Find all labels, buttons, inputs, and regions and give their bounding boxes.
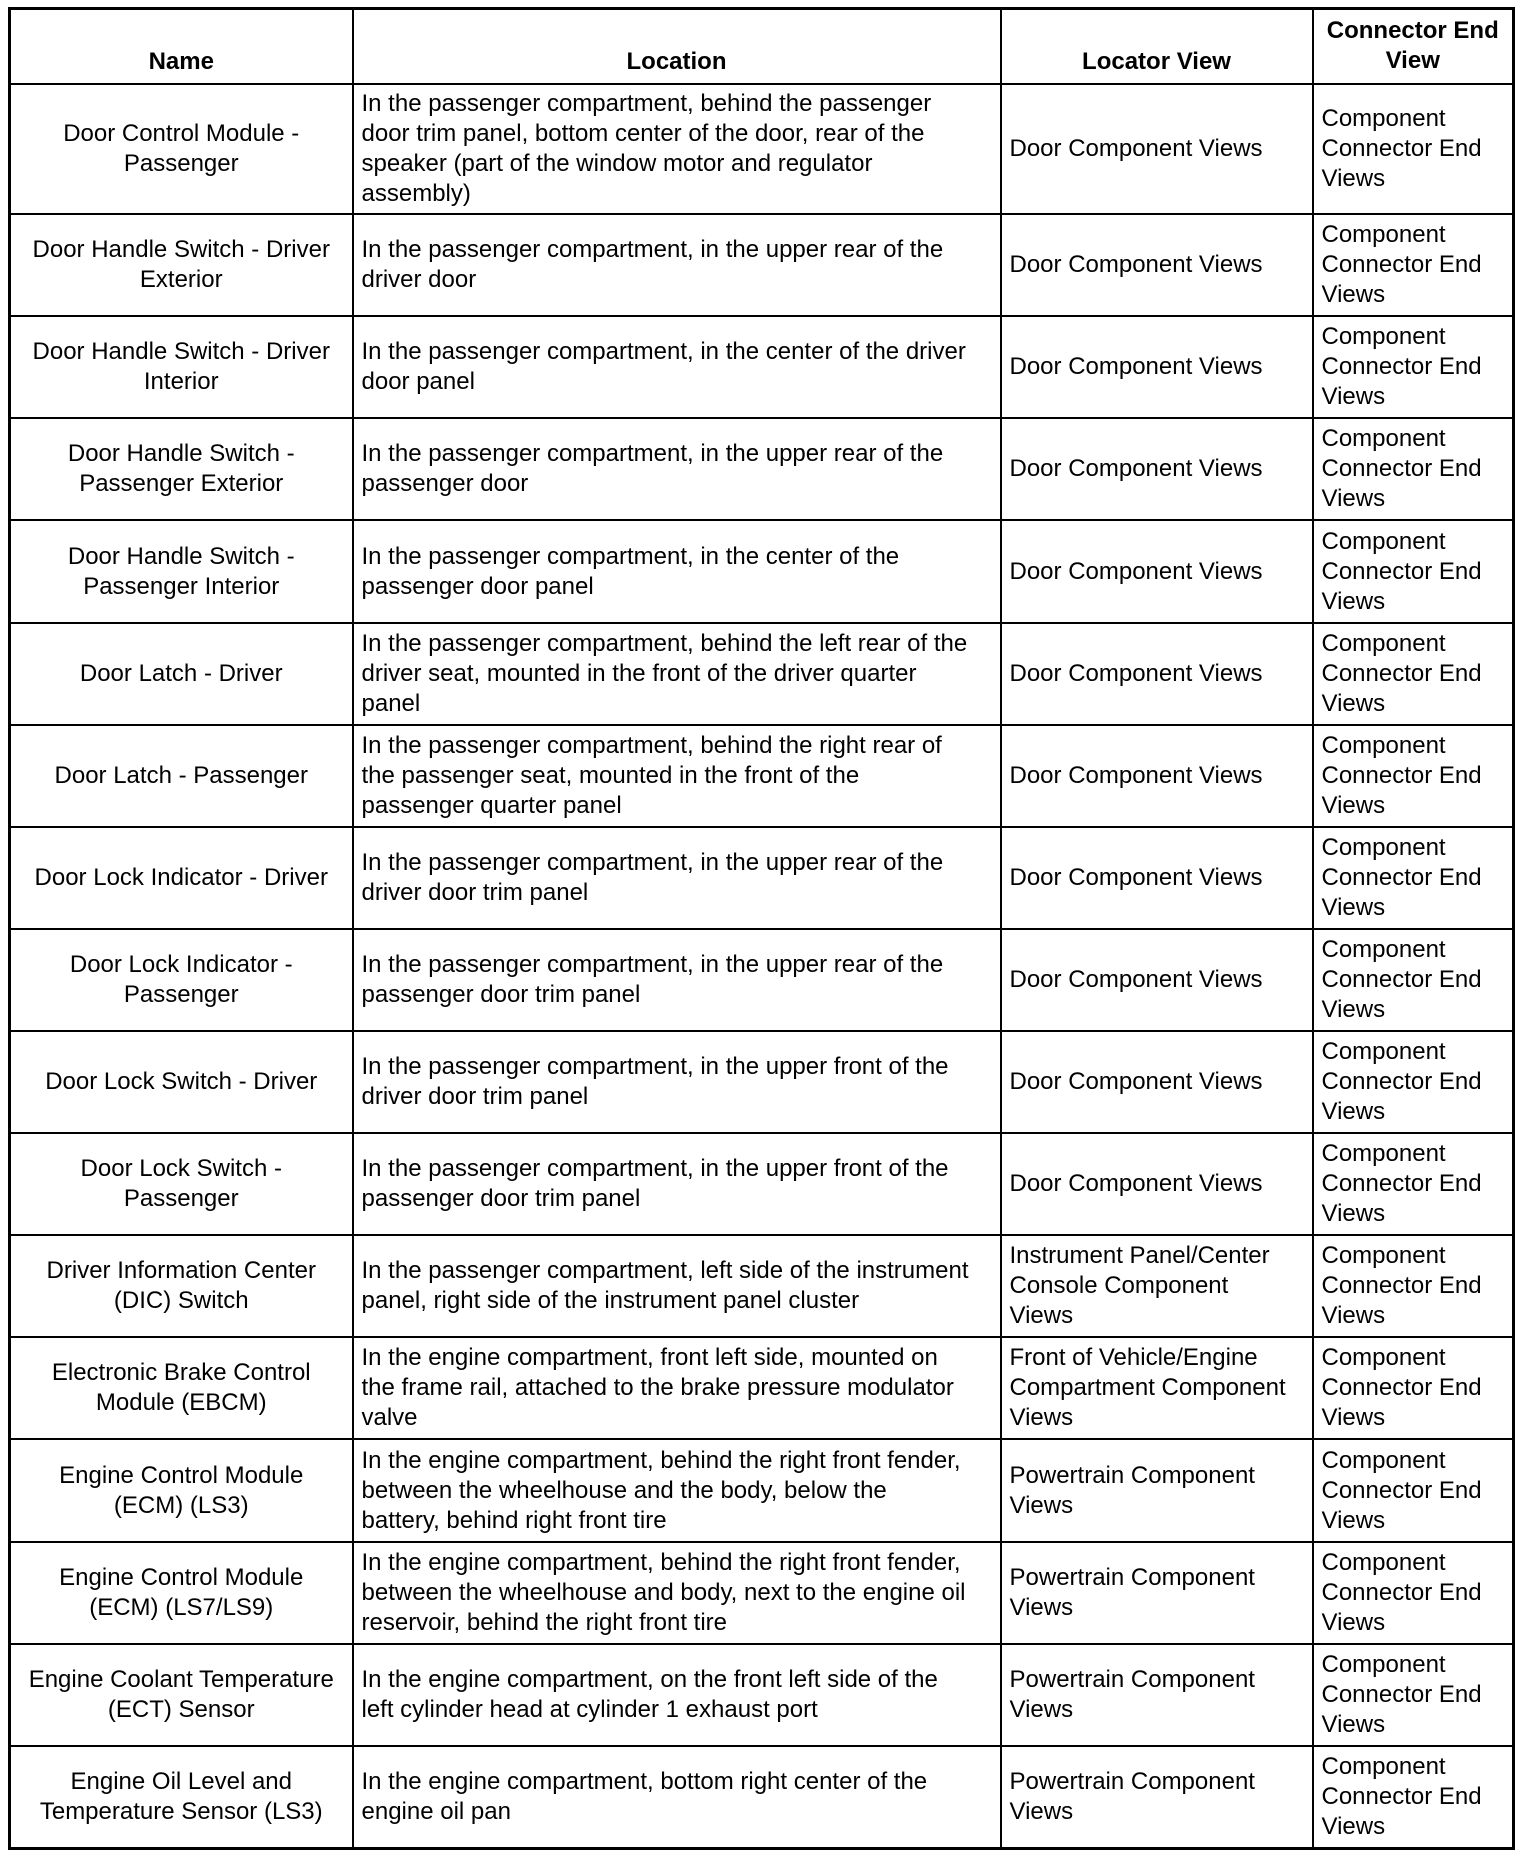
cell-connector-end-view: Component Connector End Views — [1313, 827, 1514, 929]
cell-locator-view: Door Component Views — [1001, 84, 1313, 214]
cell-name: Door Lock Indicator - Driver — [10, 827, 353, 929]
cell-connector-end-view: Component Connector End Views — [1313, 1235, 1514, 1337]
table-body — [10, 84, 1514, 1849]
cell-connector-end-view: Component Connector End Views — [1313, 520, 1514, 622]
cell-name: Engine Control Module (ECM) (LS3) — [10, 1439, 353, 1541]
cell-location: In the engine compartment, behind the right front fender, between the wheelhouse and the body, below the battery, behind right front tire — [353, 1439, 1001, 1541]
table-row — [10, 316, 1514, 418]
cell-location: In the passenger compartment, in the upper front of the passenger door trim panel — [353, 1133, 1001, 1235]
table-row — [10, 520, 1514, 622]
cell-locator-view: Powertrain Component Views — [1001, 1439, 1313, 1541]
table-row — [10, 1542, 1514, 1644]
cell-connector-end-view: Component Connector End Views — [1313, 623, 1514, 725]
cell-connector-end-view: Component Connector End Views — [1313, 929, 1514, 1031]
table-row — [10, 1235, 1514, 1337]
cell-locator-view: Door Component Views — [1001, 725, 1313, 827]
cell-locator-view: Door Component Views — [1001, 1133, 1313, 1235]
cell-connector-end-view: Component Connector End Views — [1313, 84, 1514, 214]
cell-connector-end-view: Component Connector End Views — [1313, 1644, 1514, 1746]
table-row — [10, 84, 1514, 214]
cell-name: Door Control Module - Passenger — [10, 84, 353, 214]
cell-locator-view: Door Component Views — [1001, 418, 1313, 520]
cell-name: Engine Coolant Temperature (ECT) Sensor — [10, 1644, 353, 1746]
cell-locator-view: Instrument Panel/Center Console Component Views — [1001, 1235, 1313, 1337]
cell-name: Door Handle Switch - Driver Exterior — [10, 214, 353, 316]
cell-locator-view: Front of Vehicle/Engine Compartment Component Views — [1001, 1337, 1313, 1439]
cell-name: Engine Oil Level and Temperature Sensor (LS3) — [10, 1746, 353, 1849]
header-connector-end-view: Connector End View — [1313, 9, 1514, 85]
cell-connector-end-view: Component Connector End Views — [1313, 1133, 1514, 1235]
header-row — [10, 9, 1514, 85]
cell-location: In the passenger compartment, in the center of the driver door panel — [353, 316, 1001, 418]
table-row — [10, 418, 1514, 520]
table-row — [10, 1746, 1514, 1849]
cell-name: Door Lock Switch - Driver — [10, 1031, 353, 1133]
cell-locator-view: Door Component Views — [1001, 1031, 1313, 1133]
table-row — [10, 1031, 1514, 1133]
cell-location: In the passenger compartment, behind the passenger door trim panel, bottom center of the door, rear of the speaker (part of the window motor and regulator assembly) — [353, 84, 1001, 214]
cell-connector-end-view: Component Connector End Views — [1313, 418, 1514, 520]
cell-name: Door Handle Switch - Passenger Interior — [10, 520, 353, 622]
cell-location: In the passenger compartment, behind the left rear of the driver seat, mounted in the front of the driver quarter panel — [353, 623, 1001, 725]
table-row — [10, 1644, 1514, 1746]
cell-locator-view: Powertrain Component Views — [1001, 1542, 1313, 1644]
cell-location: In the engine compartment, front left side, mounted on the frame rail, attached to the brake pressure modulator valve — [353, 1337, 1001, 1439]
table-row — [10, 1133, 1514, 1235]
cell-name: Door Handle Switch - Driver Interior — [10, 316, 353, 418]
cell-name: Door Lock Switch - Passenger — [10, 1133, 353, 1235]
table-row — [10, 725, 1514, 827]
cell-name: Driver Information Center (DIC) Switch — [10, 1235, 353, 1337]
cell-location: In the passenger compartment, left side of the instrument panel, right side of the instrument panel cluster — [353, 1235, 1001, 1337]
cell-location: In the passenger compartment, in the center of the passenger door panel — [353, 520, 1001, 622]
header-locator-view: Locator View — [1001, 9, 1313, 85]
component-locator-table — [8, 7, 1515, 1850]
table-row — [10, 1439, 1514, 1541]
cell-locator-view: Door Component Views — [1001, 623, 1313, 725]
header-name: Name — [10, 9, 353, 85]
table-row — [10, 1337, 1514, 1439]
header-location: Location — [353, 9, 1001, 85]
cell-location: In the engine compartment, behind the right front fender, between the wheelhouse and body, next to the engine oil reservoir, behind the right front tire — [353, 1542, 1001, 1644]
cell-name: Door Handle Switch - Passenger Exterior — [10, 418, 353, 520]
cell-locator-view: Door Component Views — [1001, 827, 1313, 929]
cell-location: In the passenger compartment, in the upper front of the driver door trim panel — [353, 1031, 1001, 1133]
cell-connector-end-view: Component Connector End Views — [1313, 1337, 1514, 1439]
table-row — [10, 623, 1514, 725]
cell-location: In the engine compartment, on the front left side of the left cylinder head at cylinder 1 exhaust port — [353, 1644, 1001, 1746]
cell-locator-view: Door Component Views — [1001, 929, 1313, 1031]
cell-locator-view: Powertrain Component Views — [1001, 1644, 1313, 1746]
cell-location: In the passenger compartment, in the upper rear of the passenger door — [353, 418, 1001, 520]
cell-locator-view: Door Component Views — [1001, 520, 1313, 622]
cell-location: In the passenger compartment, in the upper rear of the driver door trim panel — [353, 827, 1001, 929]
cell-connector-end-view: Component Connector End Views — [1313, 1746, 1514, 1849]
cell-connector-end-view: Component Connector End Views — [1313, 316, 1514, 418]
cell-connector-end-view: Component Connector End Views — [1313, 1439, 1514, 1541]
cell-connector-end-view: Component Connector End Views — [1313, 1542, 1514, 1644]
cell-name: Electronic Brake Control Module (EBCM) — [10, 1337, 353, 1439]
cell-connector-end-view: Component Connector End Views — [1313, 214, 1514, 316]
cell-name: Door Lock Indicator - Passenger — [10, 929, 353, 1031]
table-row — [10, 929, 1514, 1031]
cell-name: Door Latch - Passenger — [10, 725, 353, 827]
cell-name: Engine Control Module (ECM) (LS7/LS9) — [10, 1542, 353, 1644]
cell-location: In the passenger compartment, in the upper rear of the driver door — [353, 214, 1001, 316]
cell-name: Door Latch - Driver — [10, 623, 353, 725]
cell-locator-view: Door Component Views — [1001, 316, 1313, 418]
cell-location: In the passenger compartment, in the upper rear of the passenger door trim panel — [353, 929, 1001, 1031]
table-header — [10, 9, 1514, 85]
cell-location: In the engine compartment, bottom right center of the engine oil pan — [353, 1746, 1001, 1849]
table-row — [10, 214, 1514, 316]
cell-location: In the passenger compartment, behind the right rear of the passenger seat, mounted in the front of the passenger quarter panel — [353, 725, 1001, 827]
cell-connector-end-view: Component Connector End Views — [1313, 1031, 1514, 1133]
cell-connector-end-view: Component Connector End Views — [1313, 725, 1514, 827]
cell-locator-view: Powertrain Component Views — [1001, 1746, 1313, 1849]
cell-locator-view: Door Component Views — [1001, 214, 1313, 316]
table-row — [10, 827, 1514, 929]
